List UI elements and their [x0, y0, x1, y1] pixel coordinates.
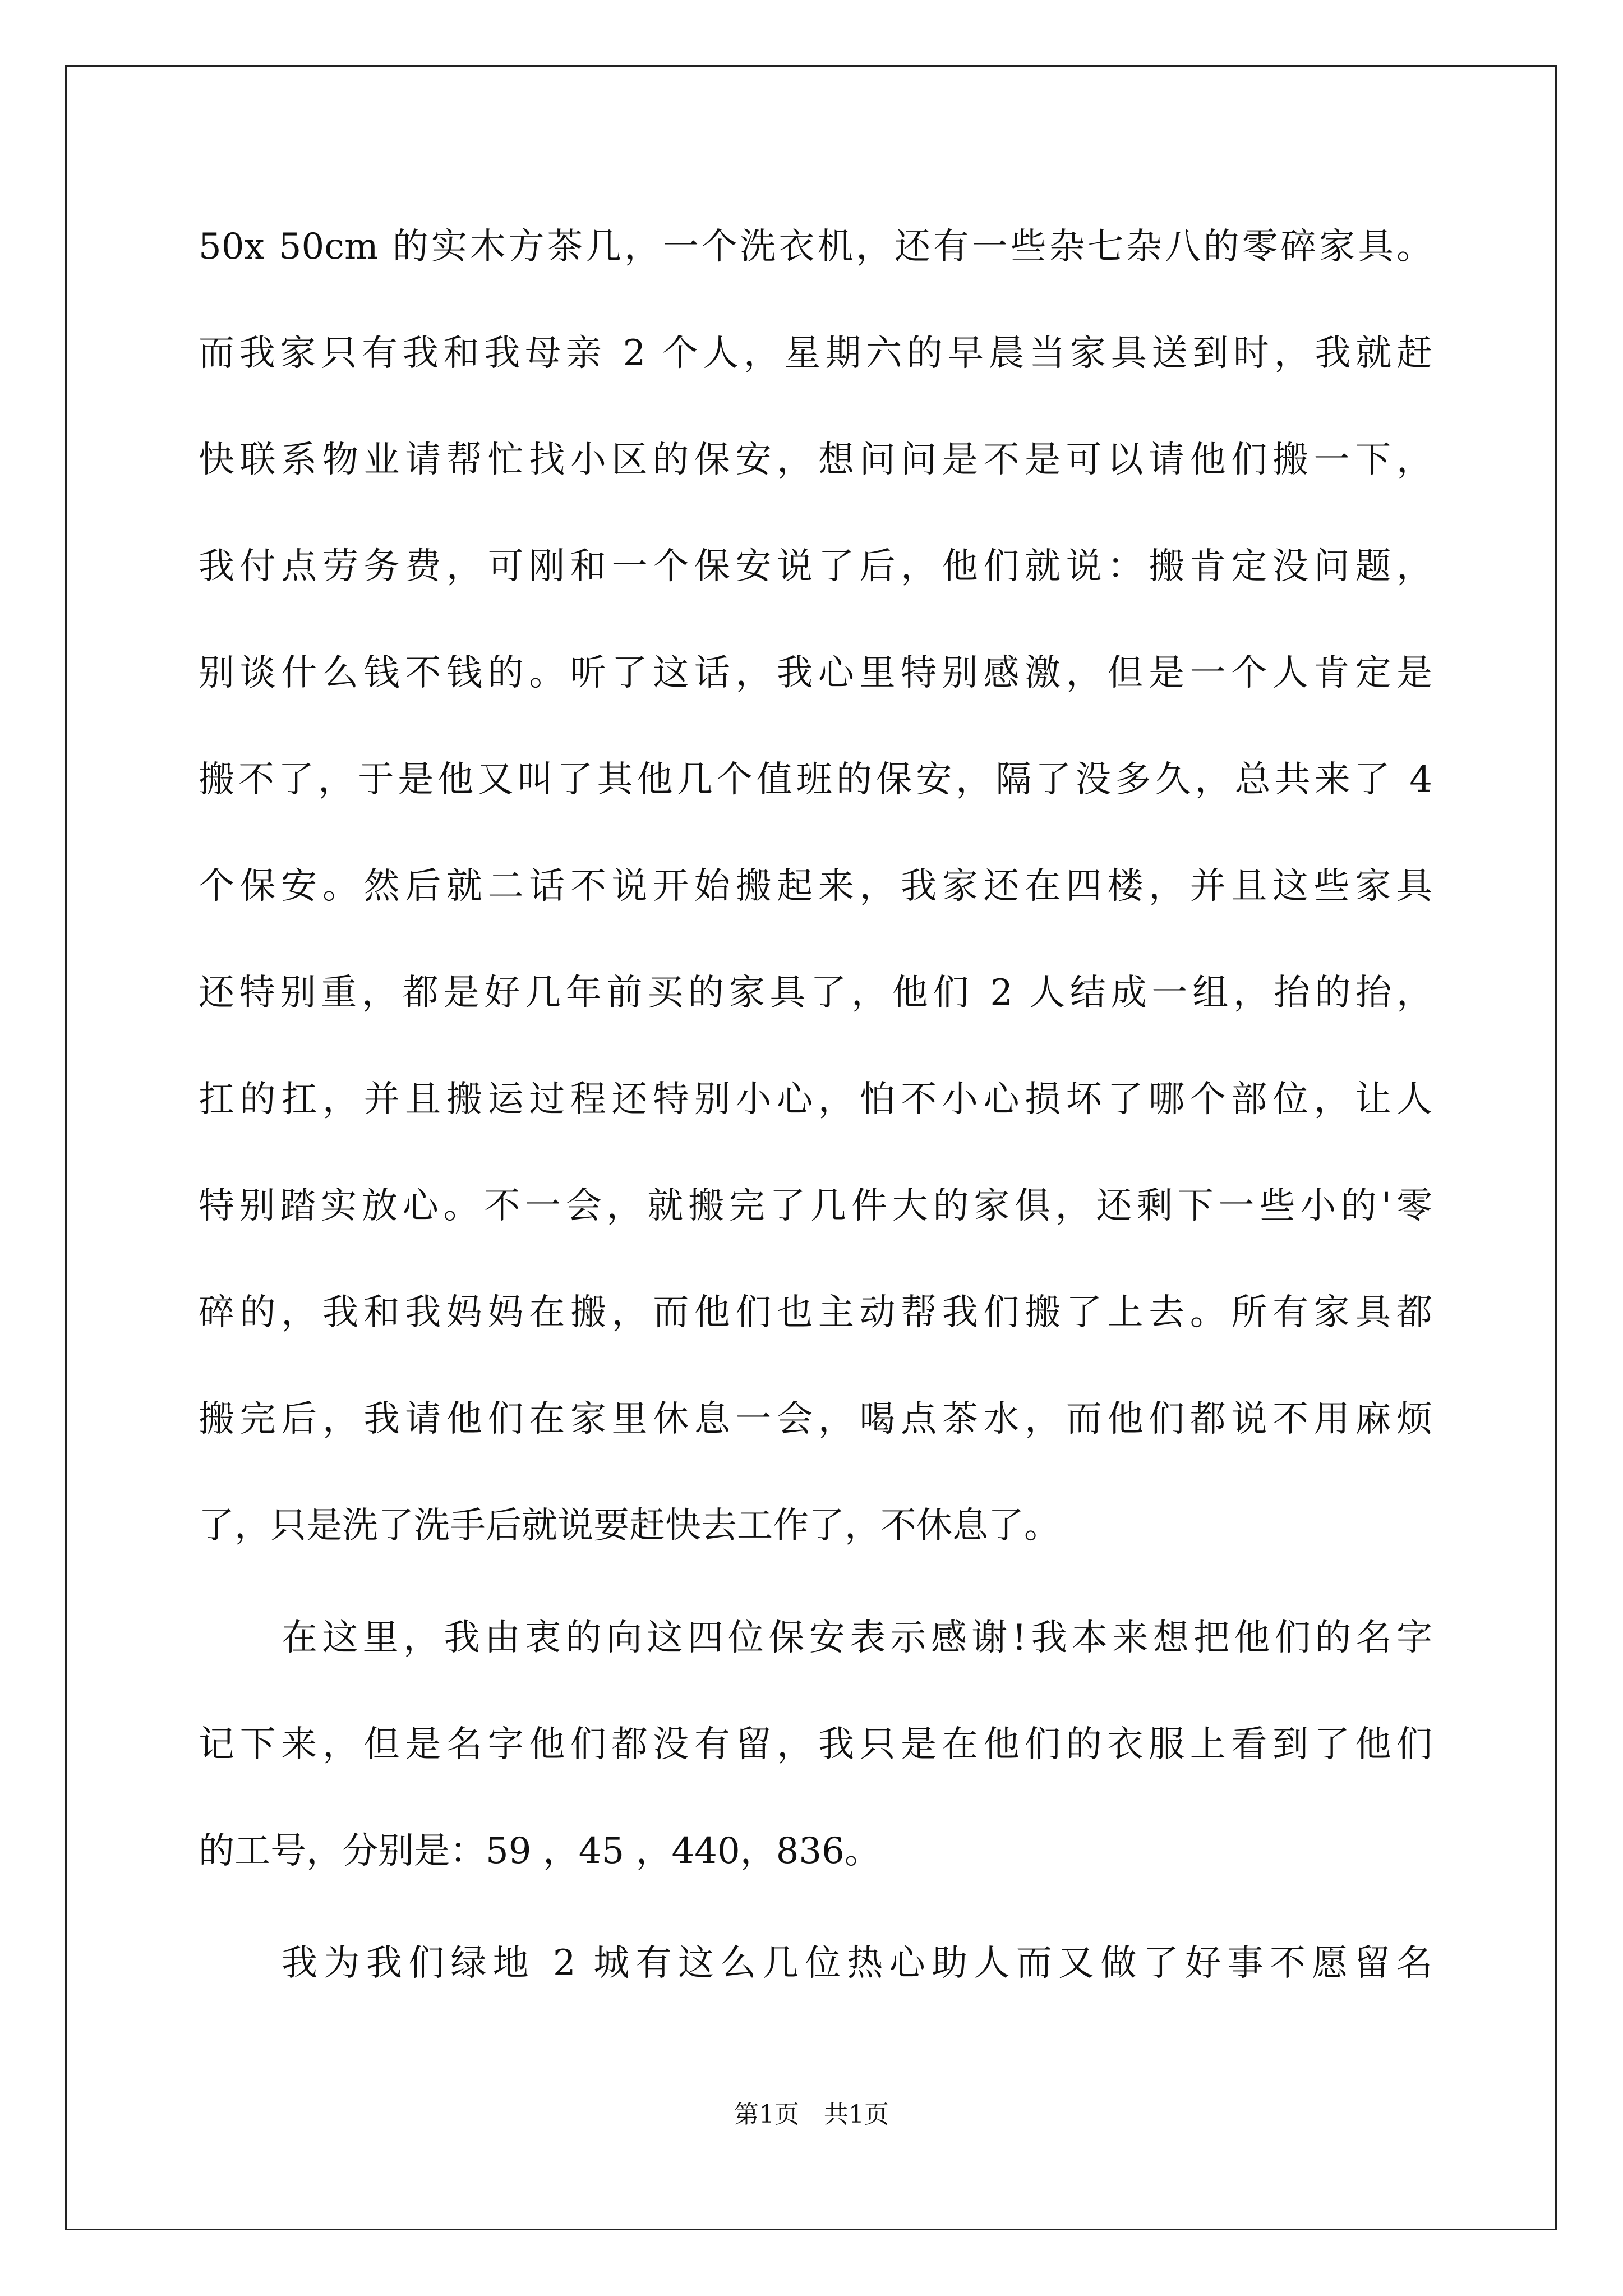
page-number: 第1页: [734, 2100, 799, 2129]
paragraph-line: 我为我们绿地 2 城有这么几位热心助人而又做了好事不愿留名: [282, 1943, 1432, 1984]
paragraph-line: 特别踏实放心。不一会，就搬完了几件大的家俱，还剩下一些小的'零: [199, 1185, 1432, 1227]
paragraph-line: 个保安。然后就二话不说开始搬起来，我家还在四楼，并且这些家具: [199, 866, 1432, 907]
page-border: [65, 65, 1557, 2230]
paragraph-line: 而我家只有我和我母亲 2 个人，星期六的早晨当家具送到时，我就赶: [199, 333, 1432, 374]
paragraph-line: 快联系物业请帮忙找小区的保安，想问问是不是可以请他们搬一下，: [199, 439, 1432, 481]
paragraph-line: 了，只是洗了洗手后就说要赶快去工作了，不休息了。: [199, 1505, 1060, 1547]
page-total: 共1页: [824, 2100, 889, 2129]
paragraph-line: 别谈什么钱不钱的。听了这话，我心里特别感激，但是一个人肯定是: [199, 652, 1432, 694]
page-footer: [0, 2098, 1623, 2132]
paragraph-line: 搬不了，于是他又叫了其他几个值班的保安，隔了没多久，总共来了 4: [199, 759, 1432, 800]
paragraph-line: 的工号，分别是：59 ，45 ，440，836。: [199, 1830, 880, 1872]
paragraph-line: 记下来，但是名字他们都没有留，我只是在他们的衣服上看到了他们: [199, 1724, 1432, 1765]
paragraph-line: 扛的扛，并且搬运过程还特别小心，怕不小心损坏了哪个部位，让人: [199, 1079, 1432, 1120]
paragraph-line: 我付点劳务费，可刚和一个保安说了后，他们就说：搬肯定没问题，: [199, 546, 1432, 587]
paragraph-line: 还特别重，都是好几年前买的家具了，他们 2 人结成一组，抬的抬，: [199, 972, 1432, 1014]
paragraph-line: 在这里，我由衷的向这四位保安表示感谢!我本来想把他们的名字: [282, 1617, 1432, 1659]
paragraph-line: 碎的，我和我妈妈在搬，而他们也主动帮我们搬了上去。所有家具都: [199, 1292, 1432, 1333]
paragraph-line: 50x 50cm 的实木方茶几，一个洗衣机，还有一些杂七杂八的零碎家具。: [199, 226, 1432, 268]
paragraph-line: 搬完后，我请他们在家里休息一会，喝点茶水，而他们都说不用麻烦: [199, 1398, 1432, 1440]
